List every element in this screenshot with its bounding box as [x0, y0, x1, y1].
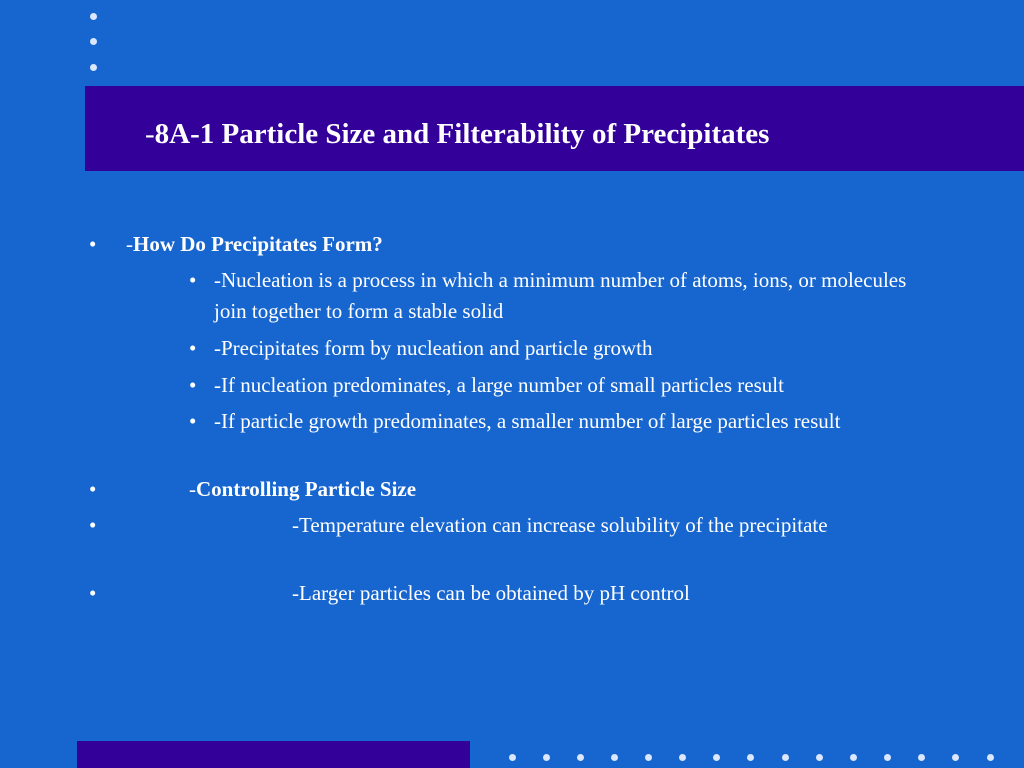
decor-dot	[90, 64, 97, 71]
list-item: -Precipitates form by nucleation and particle growth	[214, 336, 653, 360]
decor-dot	[850, 754, 857, 761]
list-item	[189, 474, 416, 505]
list-item	[126, 229, 383, 260]
list-item-heading: How Do Precipitates Form?	[133, 232, 383, 256]
decor-dot	[782, 754, 789, 761]
list-item-heading: Controlling Particle Size	[196, 477, 417, 501]
bullet-marker: •	[189, 336, 197, 360]
decor-dot	[747, 754, 754, 761]
decor-dot	[90, 13, 97, 20]
decor-dot	[90, 38, 97, 45]
decor-dot	[611, 754, 618, 761]
decor-dot	[713, 754, 720, 761]
decor-dot	[918, 754, 925, 761]
list-item: -Larger particles can be obtained by pH control	[292, 581, 690, 605]
bullet-marker: •	[189, 373, 197, 397]
bullet-marker: •	[189, 409, 197, 433]
decor-dot	[816, 754, 823, 761]
decor-dot	[952, 754, 959, 761]
slide-title	[145, 112, 769, 156]
decor-dot	[509, 754, 516, 761]
decor-dot	[987, 754, 994, 761]
bullet-marker: •	[89, 232, 97, 256]
decor-dot	[679, 754, 686, 761]
decor-dot	[645, 754, 652, 761]
decor-dot	[884, 754, 891, 761]
title-text: 8A-1 Particle Size and Filterability of Precipitates	[154, 118, 770, 150]
bullet-marker: •	[89, 513, 97, 537]
decor-dot	[577, 754, 584, 761]
list-item-prefix: -	[126, 232, 133, 256]
list-item: -If nucleation predominates, a large number of small particles result	[214, 373, 784, 397]
list-item: -If particle growth predominates, a smaller number of large particles result	[214, 409, 841, 433]
footer-bar	[77, 741, 470, 768]
bullet-marker: •	[89, 581, 97, 605]
decor-dot	[543, 754, 550, 761]
list-item: -Temperature elevation can increase solubility of the precipitate	[292, 513, 828, 537]
title-prefix: -	[145, 118, 155, 150]
list-item-prefix: -	[189, 477, 196, 501]
bullet-marker: •	[189, 268, 197, 292]
bullet-marker: •	[89, 477, 97, 501]
list-item: -Nucleation is a process in which a minimum number of atoms, ions, or molecules join together to form a stable solid	[214, 268, 907, 323]
